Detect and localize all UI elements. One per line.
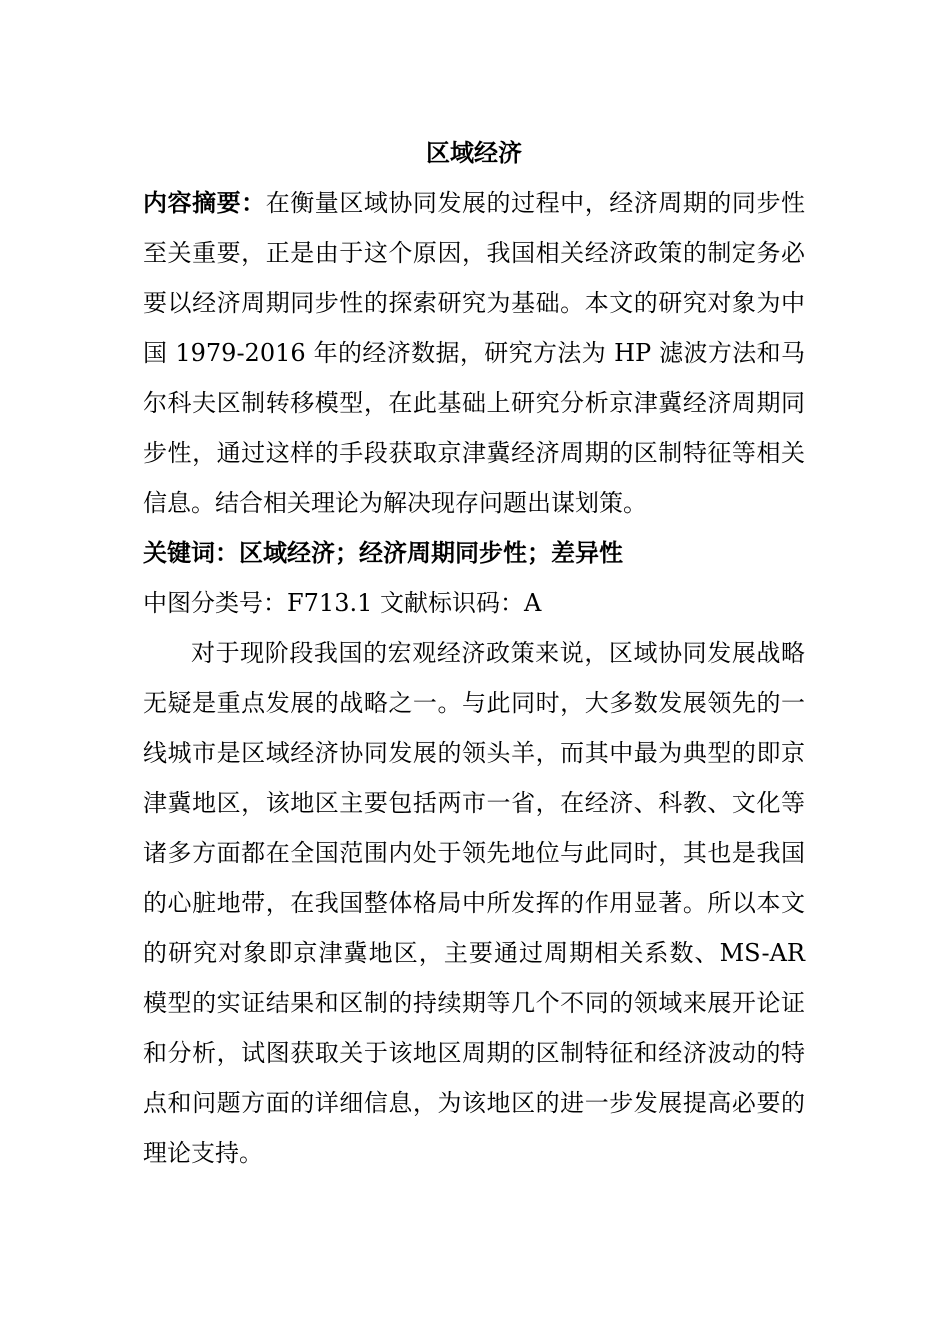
abstract-label: 内容摘要： bbox=[143, 188, 266, 217]
keywords-label: 关键词： bbox=[143, 538, 239, 567]
classification-line: 中图分类号：F713.1 文献标识码：A bbox=[143, 589, 542, 617]
keywords-paragraph bbox=[143, 528, 805, 578]
abstract-paragraph bbox=[143, 178, 805, 528]
document-page bbox=[143, 128, 805, 1178]
document-title: 区域经济 bbox=[426, 138, 522, 167]
keywords-text: 区域经济；经济周期同步性；差异性 bbox=[239, 538, 623, 567]
body-paragraph: 对于现阶段我国的宏观经济政策来说，区域协同发展战略无疑是重点发展的战略之一。与此同时，大多数发展领先的一线城市是区域经济协同发展的领头羊，而其中最为典型的即京津冀地区，该地区主要包括两市一省，在经济、科教、文化等诸多方面都在全国范围内处于领先地位与此同时，其也是我国的心脏地带，在我国整体格局中所发挥的作用显著。所以本文的研究对象即京津冀地区，主要通过周期相关系数、MS-AR 模型的实证结果和区制的持续期等几个不同的领域来展开论证和分析，试图获取关于该地区周期的区制特征和经济波动的特点和问题方面的详细信息，为该地区的进一步发展提高必要的理论支持。 bbox=[143, 639, 805, 1167]
abstract-text: 在衡量区域协同发展的过程中，经济周期的同步性至关重要，正是由于这个原因，我国相关经济政策的制定务必要以经济周期同步性的探索研究为基础。本文的研究对象为中国 1979-2016 年的经济数据，研究方法为 HP 滤波方法和马尔科夫区制转移模型，在此基础上研究分析京津冀经济周期同步性，通过这样的手段获取京津冀经济周期的区制特征等相关信息。结合相关理论为解决现存问题出谋划策。 bbox=[143, 189, 806, 517]
